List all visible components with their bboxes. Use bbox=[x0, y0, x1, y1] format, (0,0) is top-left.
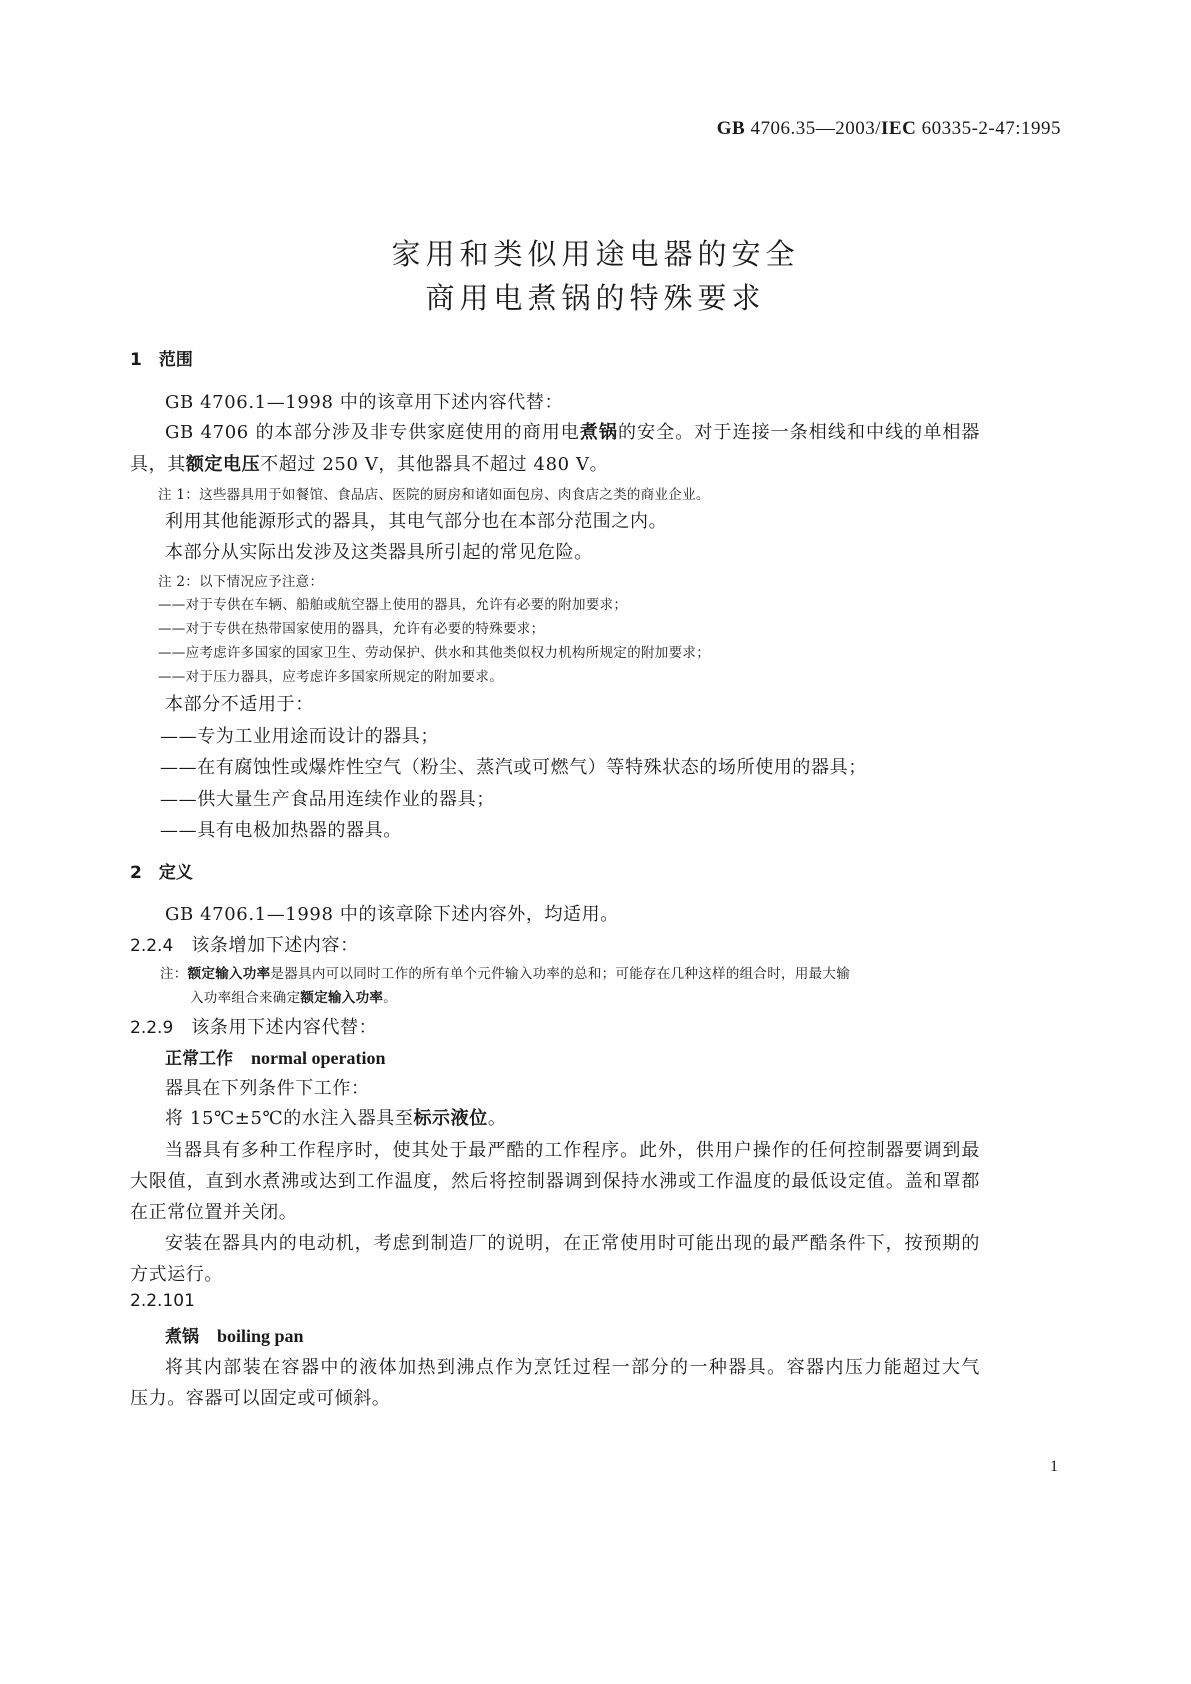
exclusion-item: ——在有腐蚀性或爆炸性空气（粉尘、蒸汽或可燃气）等特殊状态的场所使用的器具； bbox=[160, 757, 867, 778]
clause-2-2-9-para-3: 当器具有多种工作程序时，使其处于最严酷的工作程序。此外，供用户操作的任何控制器要调到最 bbox=[165, 1140, 980, 1161]
exclusion-item: ——专为工业用途而设计的器具； bbox=[160, 726, 439, 747]
clause-2-2-4-note: 注：额定输入功率是器具内可以同时工作的所有单个元件输入功率的总和；可能存在几种这样的组合时，用最大输 bbox=[160, 966, 851, 982]
term-normal-operation: 正常工作 normal operation bbox=[165, 1048, 386, 1069]
section-1-para-1: GB 4706.1—1998 中的该章用下述内容代替： bbox=[165, 392, 564, 413]
standard-code: GB 4706.35—2003/IEC 60335-2-47:1995 bbox=[716, 118, 1061, 139]
section-1-para-4: 本部分从实际出发涉及这类器具所引起的常见危险。 bbox=[165, 542, 593, 563]
clause-2-2-4: 2.2.4 该条增加下述内容： bbox=[130, 935, 359, 956]
clause-2-2-9-para-4-end: 方式运行。 bbox=[130, 1264, 223, 1285]
section-1-para-2: GB 4706 的本部分涉及非专供家庭使用的商用电煮锅的安全。对于连接一条相线和中线的单相器 bbox=[165, 422, 980, 443]
section-2-heading: 2 定义 bbox=[130, 863, 193, 883]
exclusion-item: ——供大量生产食品用连续作业的器具； bbox=[160, 789, 495, 810]
document-title-line2: 商用电煮锅的特殊要求 bbox=[425, 281, 766, 315]
term-boiling-pan: 煮锅 boiling pan bbox=[165, 1326, 304, 1347]
exclusion-item: ——具有电极加热器的器具。 bbox=[160, 820, 402, 841]
clause-2-2-9-para-4: 安装在器具内的电动机，考虑到制造厂的说明，在正常使用时可能出现的最严酷条件下，按预期的 bbox=[165, 1233, 980, 1254]
note-2-item: ——应考虑许多国家的国家卫生、劳动保护、供水和其他类似权力机构所规定的附加要求； bbox=[158, 645, 710, 661]
note-2-item: ——对于压力器具，应考虑许多国家所规定的附加要求。 bbox=[158, 669, 503, 685]
clause-2-2-101-para-1-end: 压力。容器可以固定或可倾斜。 bbox=[130, 1388, 391, 1409]
page-number: 1 bbox=[1050, 1458, 1058, 1475]
clause-2-2-9-para-2: 将 15℃±5℃的水注入器具至标示液位。 bbox=[165, 1108, 507, 1129]
clause-2-2-101: 2.2.101 bbox=[130, 1291, 195, 1311]
section-2-para-1: GB 4706.1—1998 中的该章除下述内容外，均适用。 bbox=[165, 904, 619, 925]
note-2-item: ——对于专供在车辆、船舶或航空器上使用的器具，允许有必要的附加要求； bbox=[158, 597, 628, 613]
clause-2-2-101-para-1: 将其内部装在容器中的液体加热到沸点作为烹饪过程一部分的一种器具。容器内压力能超过大气 bbox=[165, 1357, 980, 1378]
section-1-para-5: 本部分不适用于： bbox=[165, 694, 314, 715]
note-1: 注 1：这些器具用于如餐馆、食品店、医院的厨房和诸如面包房、肉食店之类的商业企业。 bbox=[158, 487, 710, 503]
clause-2-2-9-para-3-end: 在正常位置并关闭。 bbox=[130, 1202, 298, 1223]
note-2-heading: 注 2：以下情况应予注意： bbox=[158, 574, 324, 590]
clause-2-2-9-para-1: 器具在下列条件下工作： bbox=[165, 1078, 370, 1099]
clause-2-2-4-note-cont: 入功率组合来确定额定输入功率。 bbox=[190, 990, 398, 1006]
clause-2-2-9-para-3-cont: 大限值，直到水煮沸或达到工作温度，然后将控制器调到保持水沸或工作温度的最低设定值。盖和罩都 bbox=[130, 1171, 980, 1192]
document-title-line1: 家用和类似用途电器的安全 bbox=[391, 237, 800, 271]
section-1-heading: 1 范围 bbox=[130, 350, 193, 370]
section-1-para-3: 利用其他能源形式的器具，其电气部分也在本部分范围之内。 bbox=[165, 511, 668, 532]
clause-2-2-9: 2.2.9 该条用下述内容代替： bbox=[130, 1017, 378, 1038]
note-2-item: ——对于专供在热带国家使用的器具，允许有必要的特殊要求； bbox=[158, 621, 545, 637]
section-1-para-2-cont: 具，其额定电压不超过 250 V，其他器具不超过 480 V。 bbox=[130, 454, 609, 475]
